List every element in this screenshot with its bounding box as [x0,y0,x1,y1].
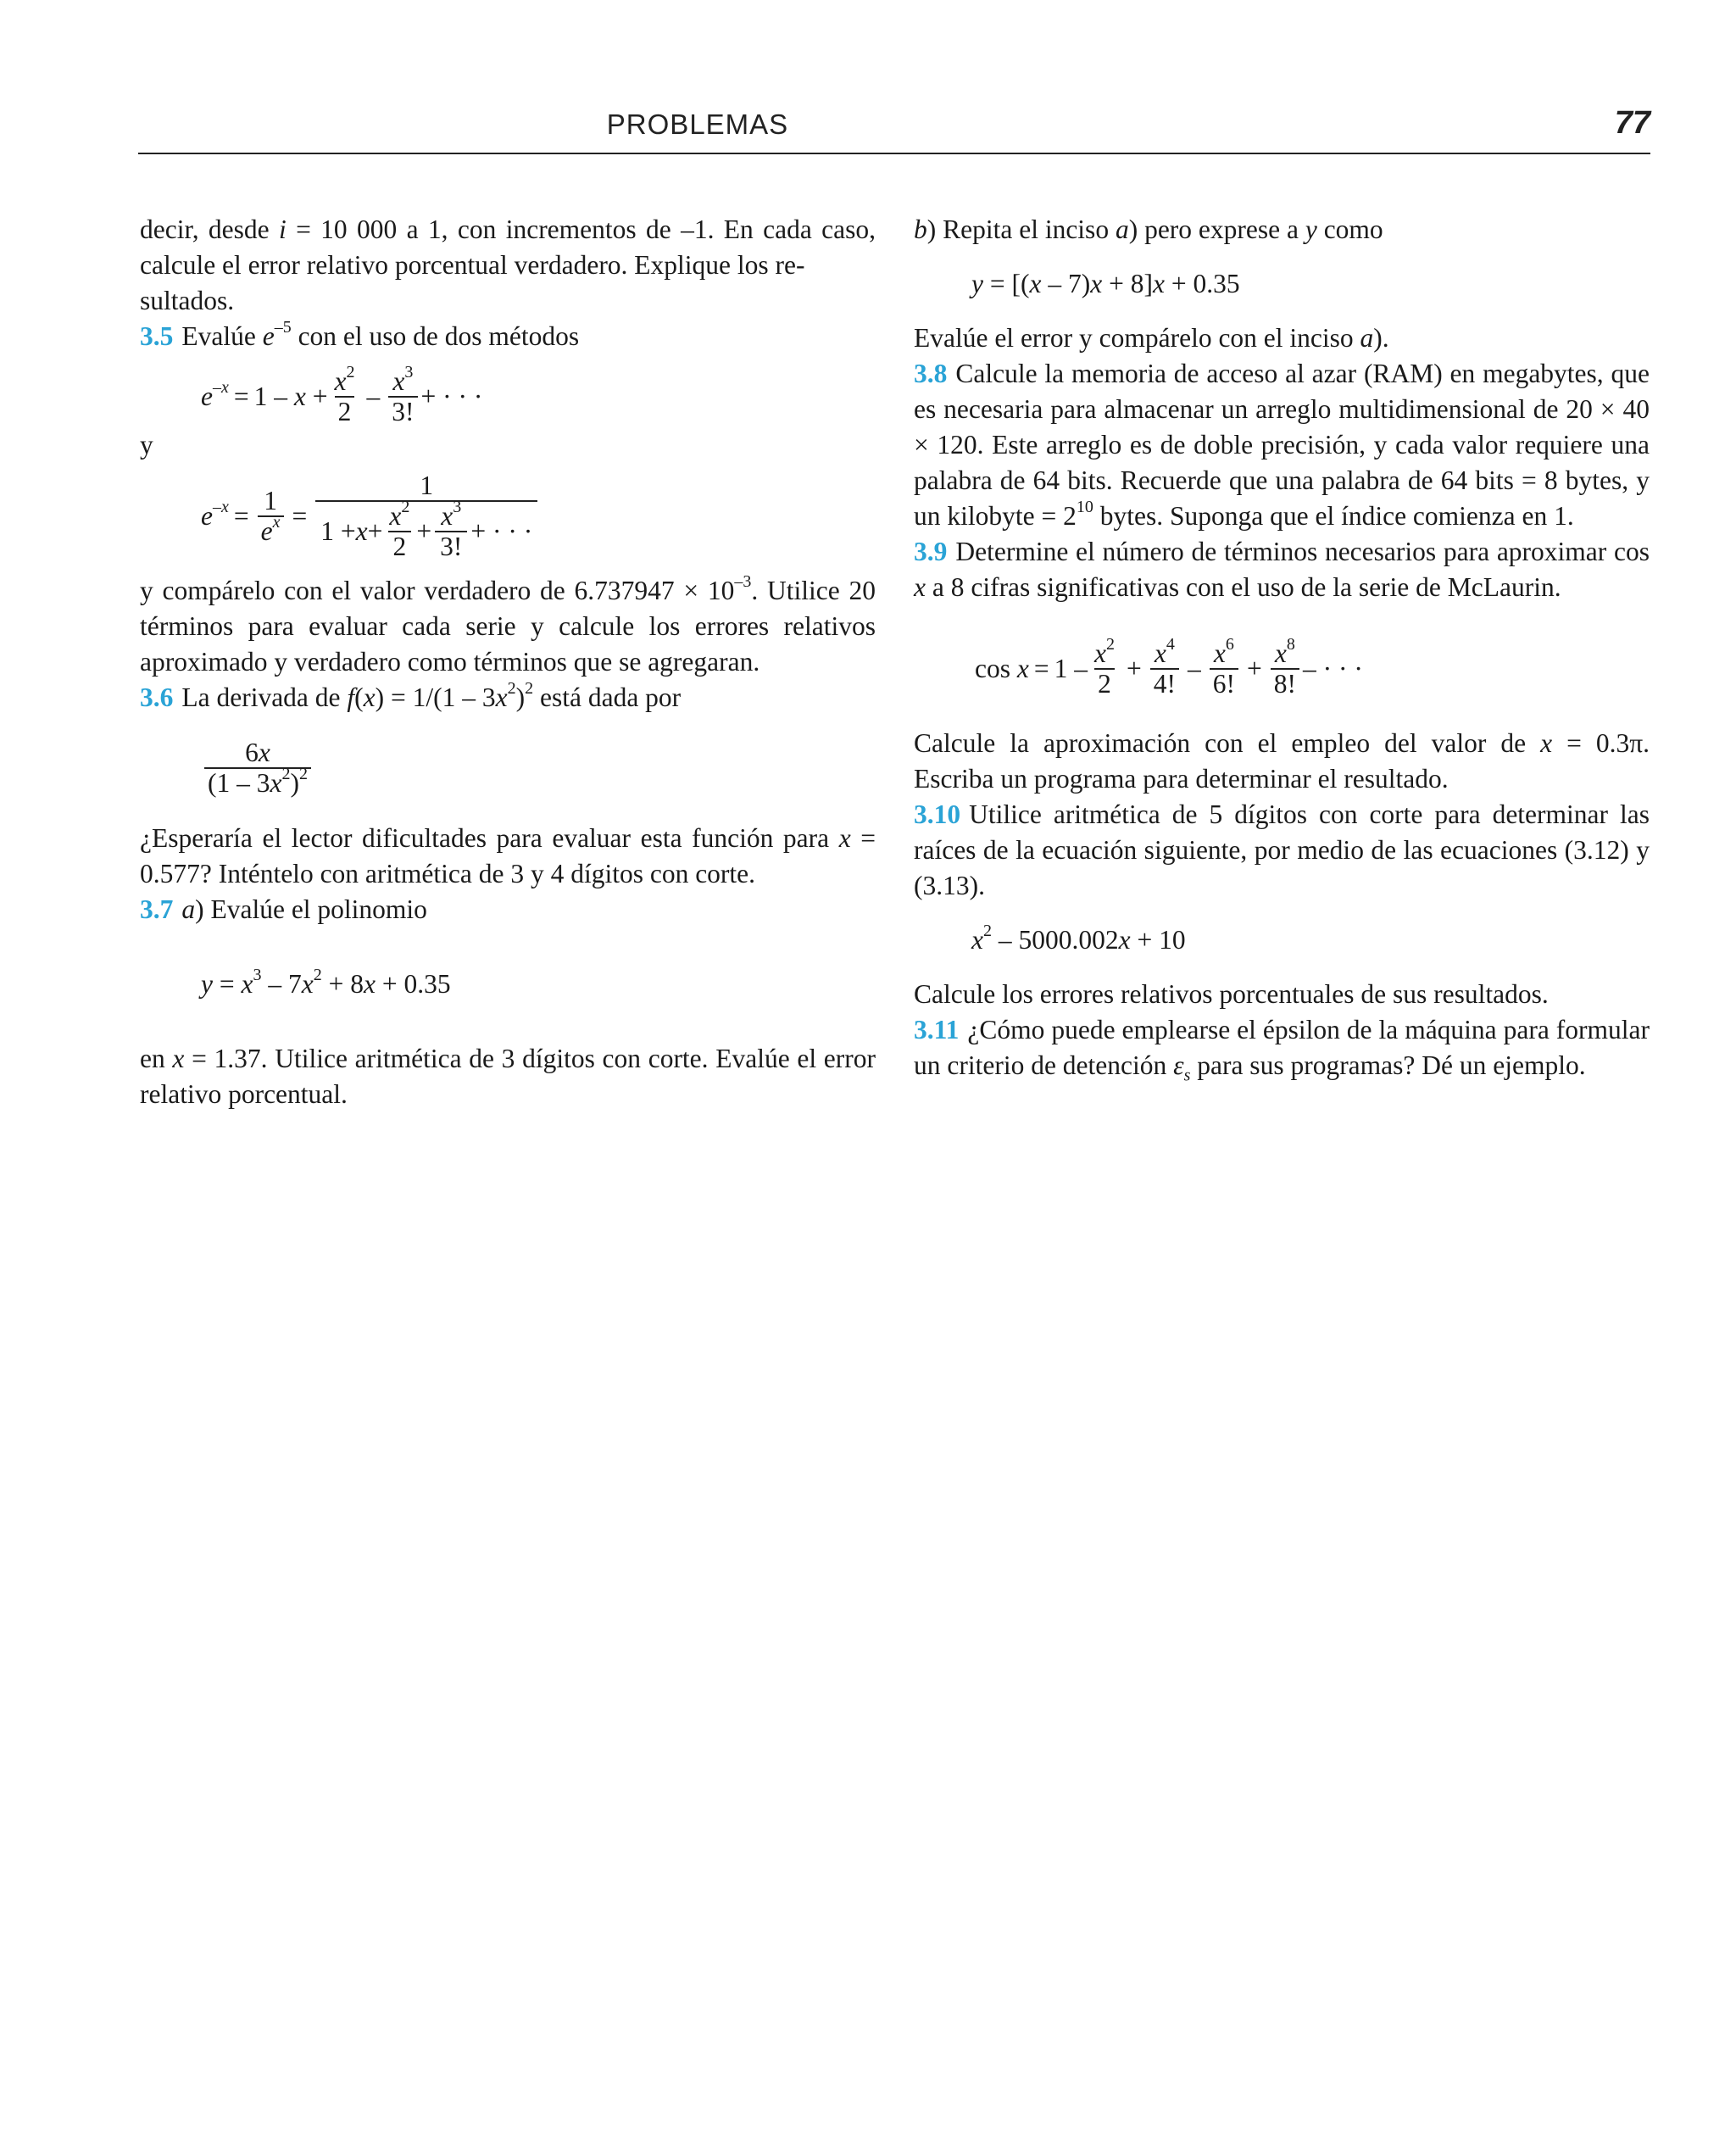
problem-number: 3.7 [140,894,174,924]
problem-3-7: 3.7 a) Evalúe el polinomio [140,894,427,924]
equation-polynomial: $y = x^3 - 7x^2 + 8x + 0.35$ [201,965,451,999]
equation-derivative: $\frac{6x}{(1 - 3x^2)^2}$ [201,732,876,804]
page-number: 77 [1614,105,1650,141]
problem-3-6: 3.6 La derivada de $f(x) = 1/(1 - 3x^2)^2$ está dada por [140,678,682,712]
problem-3-8: 3.8 Calcule la memoria de acceso al azar (RAM) en megabytes, que es necesaria para almacenar un arreglo multidimensional de 20 × 40 × 120. Este arreglo es de doble precisión, y cada valor requiere una palabra de 64 bits. Recuerde que una palabra de 64 bits = 8 bytes, y un kilobyte = $2^{10}$ bytes. Suponga que el índice comienza en 1. [914,359,1650,531]
problem-3-10-continuation: Calcule los errores relativos porcentuales de sus resultados. [914,979,1549,1009]
left-column [140,212,876,1112]
problem-number: 3.5 [140,321,174,351]
problem-3-7b: b) Repita el inciso a) pero exprese a y como [914,214,1383,244]
intro-paragraph: decir, desde i = 10 000 a 1, con incrementos de –1. En cada caso, calcule el error relativo porcentual verdadero. Explique los re- sultados. [140,214,876,315]
equation-series-1: $e^{-x}$ = 1 – x + $\frac{x^2}{2}$ – $\frac{x^3}{3!}$ + · · · [201,362,483,426]
problem-3-6-continuation: ¿Esperaría el lector dificultades para evaluar esta función para x = 0.577? Inténtelo con aritmética de 3 y 4 dígitos con corte. [140,823,876,888]
equation-nested: y = [(x – 7)x + 8]x + 0.35 [971,269,1240,298]
problem-3-9: 3.9 Determine el número de términos necesarios para aproximar cos x a 8 cifras significativas con el uso de la serie de McLaurin. [914,537,1650,602]
problem-number: 3.9 [914,537,948,566]
y-connector: y [140,430,153,460]
page-header [138,105,1650,154]
equation-cos-series: cos x = 1 – $\frac{x^2}{2}$ + $\frac{x^4}{4!}$ – $\frac{x^6}{6!}$ + $\frac{x^8}{8!}$ – · · · [975,634,1363,699]
problem-3-7b-continuation: Evalúe el error y compárelo con el inciso a). [914,323,1389,353]
problem-3-7-continuation: en x = 1.37. Utilice aritmética de 3 dígitos con corte. Evalúe el error relativo porcentual. [140,1044,876,1109]
running-head: PROBLEMAS [606,109,789,140]
problem-number: 3.10 [914,799,961,829]
problem-3-5-continuation: y compárelo con el valor verdadero de $6.737947 \times 10^{-3}$. Utilice 20 términos para evaluar cada serie y calcule los errores relativos aproximado y verdadero como términos que se agregaran. [140,571,876,677]
problem-number: 3.8 [914,359,948,388]
problem-3-9-continuation: Calcule la aproximación con el empleo del valor de x = 0.3π. Escriba un programa para determinar el resultado. [914,728,1650,794]
problem-number: 3.6 [140,682,174,712]
equation-series-2: $e^{-x}$ = $\frac{1}{e^x}$ = 1 1 + x + $\frac{x^2}{2}$ + $\frac{x^3}{3!}$ + · · · [201,465,876,568]
right-column [914,212,1650,1083]
equation-quadratic: $x^2 - 5000.002x + 10$ [971,921,1186,955]
problem-number: 3.11 [914,1015,960,1044]
problem-3-11: 3.11 ¿Cómo puede emplearse el épsilon de la máquina para formular un criterio de detención $\varepsilon_s$ para sus programas? Dé un ejemplo. [914,1015,1650,1085]
problem-3-10: 3.10 Utilice aritmética de 5 dígitos con corte para determinar las raíces de la ecuación siguiente, por medio de las ecuaciones (3.12) y (3.13). [914,799,1650,900]
problem-3-5: 3.5 Evalúe $e^{-5}$ con el uso de dos métodos [140,317,580,351]
